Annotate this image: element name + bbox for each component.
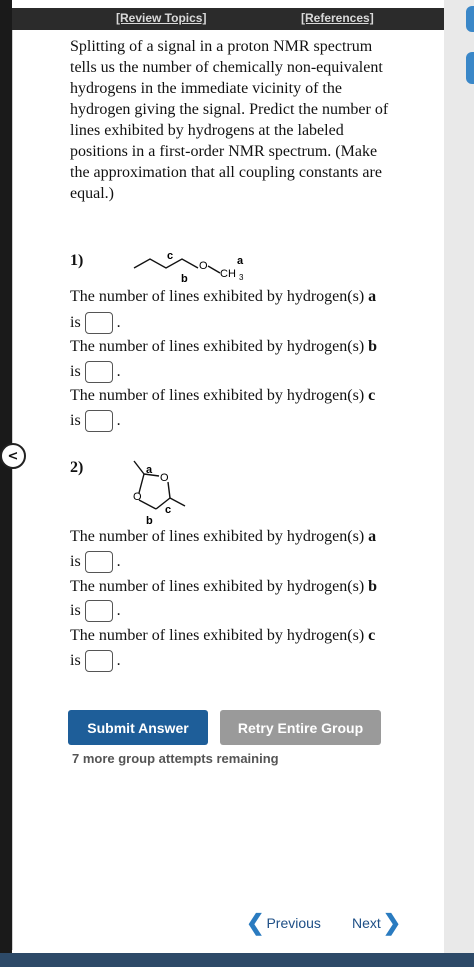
q2a-prompt-text: The number of lines exhibited by hydrogen(s) bbox=[70, 528, 365, 545]
q1-label-b: b bbox=[181, 273, 188, 285]
q2a-letter: a bbox=[368, 528, 377, 545]
q2a-answer-input[interactable] bbox=[85, 551, 113, 573]
submit-answer-button[interactable]: Submit Answer bbox=[68, 710, 208, 745]
next-label: Next bbox=[352, 915, 381, 931]
q1a-prompt bbox=[70, 288, 376, 306]
q1-oxygen-label: O bbox=[199, 260, 208, 272]
q1-chain-bonds bbox=[134, 259, 198, 268]
attempts-remaining-text: 7 more group attempts remaining bbox=[72, 751, 279, 766]
q1b-answer-row: is . bbox=[70, 361, 121, 383]
left-sidebar-bar bbox=[0, 0, 12, 967]
q1b-prompt bbox=[70, 338, 377, 356]
q1b-answer-input[interactable] bbox=[85, 361, 113, 383]
previous-button[interactable] bbox=[246, 912, 321, 934]
q2a-answer-row: is . bbox=[70, 551, 121, 573]
collapse-panel-button[interactable]: < bbox=[0, 443, 26, 469]
question-2-number: 2) bbox=[70, 459, 84, 476]
q1a-prompt-text: The number of lines exhibited by hydrogen(s) bbox=[70, 288, 365, 305]
q2-oxygen-left: O bbox=[133, 491, 142, 503]
q2a-is-label: is bbox=[70, 553, 81, 570]
q2c-is-label: is bbox=[70, 652, 81, 669]
q2b-is-label: is bbox=[70, 602, 81, 619]
q2b-prompt-text: The number of lines exhibited by hydrogen(s) bbox=[70, 578, 365, 595]
q1c-prompt-text: The number of lines exhibited by hydrogen(s) bbox=[70, 387, 365, 404]
q1-ch3-subscript: 3 bbox=[239, 273, 244, 282]
q1c-answer-input[interactable] bbox=[85, 410, 113, 432]
q2-ring-bond-2 bbox=[168, 482, 170, 498]
q2c-letter: c bbox=[368, 627, 376, 644]
q1c-answer-row: is . bbox=[70, 410, 121, 432]
q1-label-a: a bbox=[237, 255, 244, 267]
review-topics-link[interactable]: [Review Topics] bbox=[116, 11, 207, 25]
q1a-is-label: is bbox=[70, 314, 81, 331]
q2-methyl-a-bond bbox=[134, 461, 144, 474]
q2b-answer-row: is . bbox=[70, 600, 121, 622]
q1b-is-label: is bbox=[70, 363, 81, 380]
content-divider bbox=[12, 30, 13, 950]
q1b-prompt-text: The number of lines exhibited by hydrogen(s) bbox=[70, 338, 365, 355]
q1a-letter: a bbox=[368, 288, 377, 305]
q1a-answer-row: is . bbox=[70, 312, 121, 334]
q1-ch3-label: CH bbox=[220, 268, 236, 280]
q2-label-b: b bbox=[146, 515, 153, 527]
right-side-tab[interactable] bbox=[466, 52, 474, 84]
right-scroll-strip bbox=[444, 0, 474, 967]
chevron-left-icon: ❮ bbox=[246, 910, 265, 935]
q1-o-ch3-bond bbox=[208, 266, 220, 273]
q2-label-a: a bbox=[146, 464, 153, 476]
q2-label-c: c bbox=[165, 504, 172, 516]
q2c-prompt bbox=[70, 627, 375, 645]
references-link[interactable]: [References] bbox=[301, 11, 374, 25]
q2b-letter: b bbox=[368, 578, 378, 595]
q1c-prompt bbox=[70, 387, 375, 405]
q2b-prompt bbox=[70, 578, 377, 596]
next-button[interactable] bbox=[352, 912, 401, 934]
question-1-number: 1) bbox=[70, 252, 84, 269]
question-intro-text: Splitting of a signal in a proton NMR spectrum tells us the number of chemically non-equivalent hydrogens in the immediate vicinity of the hydrogen giving the signal. Predict the number of lines exhibited by hydrogens at the labeled positions in a first-order NMR spectrum. (Make the approximation that all coupling constants are equal.) bbox=[70, 38, 389, 202]
q1c-letter: c bbox=[368, 387, 376, 404]
q2c-prompt-text: The number of lines exhibited by hydrogen(s) bbox=[70, 627, 365, 644]
q1b-letter: b bbox=[368, 338, 378, 355]
chevron-right-icon: ❯ bbox=[382, 910, 402, 935]
q1a-answer-input[interactable] bbox=[85, 312, 113, 334]
retry-group-button[interactable]: Retry Entire Group bbox=[220, 710, 381, 745]
question-2-structure bbox=[125, 456, 195, 528]
q1-label-c: c bbox=[167, 250, 174, 262]
previous-label: Previous bbox=[266, 915, 321, 931]
header-bar bbox=[12, 8, 444, 30]
q2-oxygen-top: O bbox=[160, 472, 169, 484]
right-side-tab-top[interactable] bbox=[466, 6, 474, 32]
q2a-prompt bbox=[70, 528, 376, 546]
q2c-answer-input[interactable] bbox=[85, 650, 113, 672]
q1c-is-label: is bbox=[70, 412, 81, 429]
q2-methyl-c-bond bbox=[170, 498, 185, 506]
q2b-answer-input[interactable] bbox=[85, 600, 113, 622]
q2c-answer-row: is . bbox=[70, 650, 121, 672]
bottom-bar bbox=[0, 953, 474, 967]
